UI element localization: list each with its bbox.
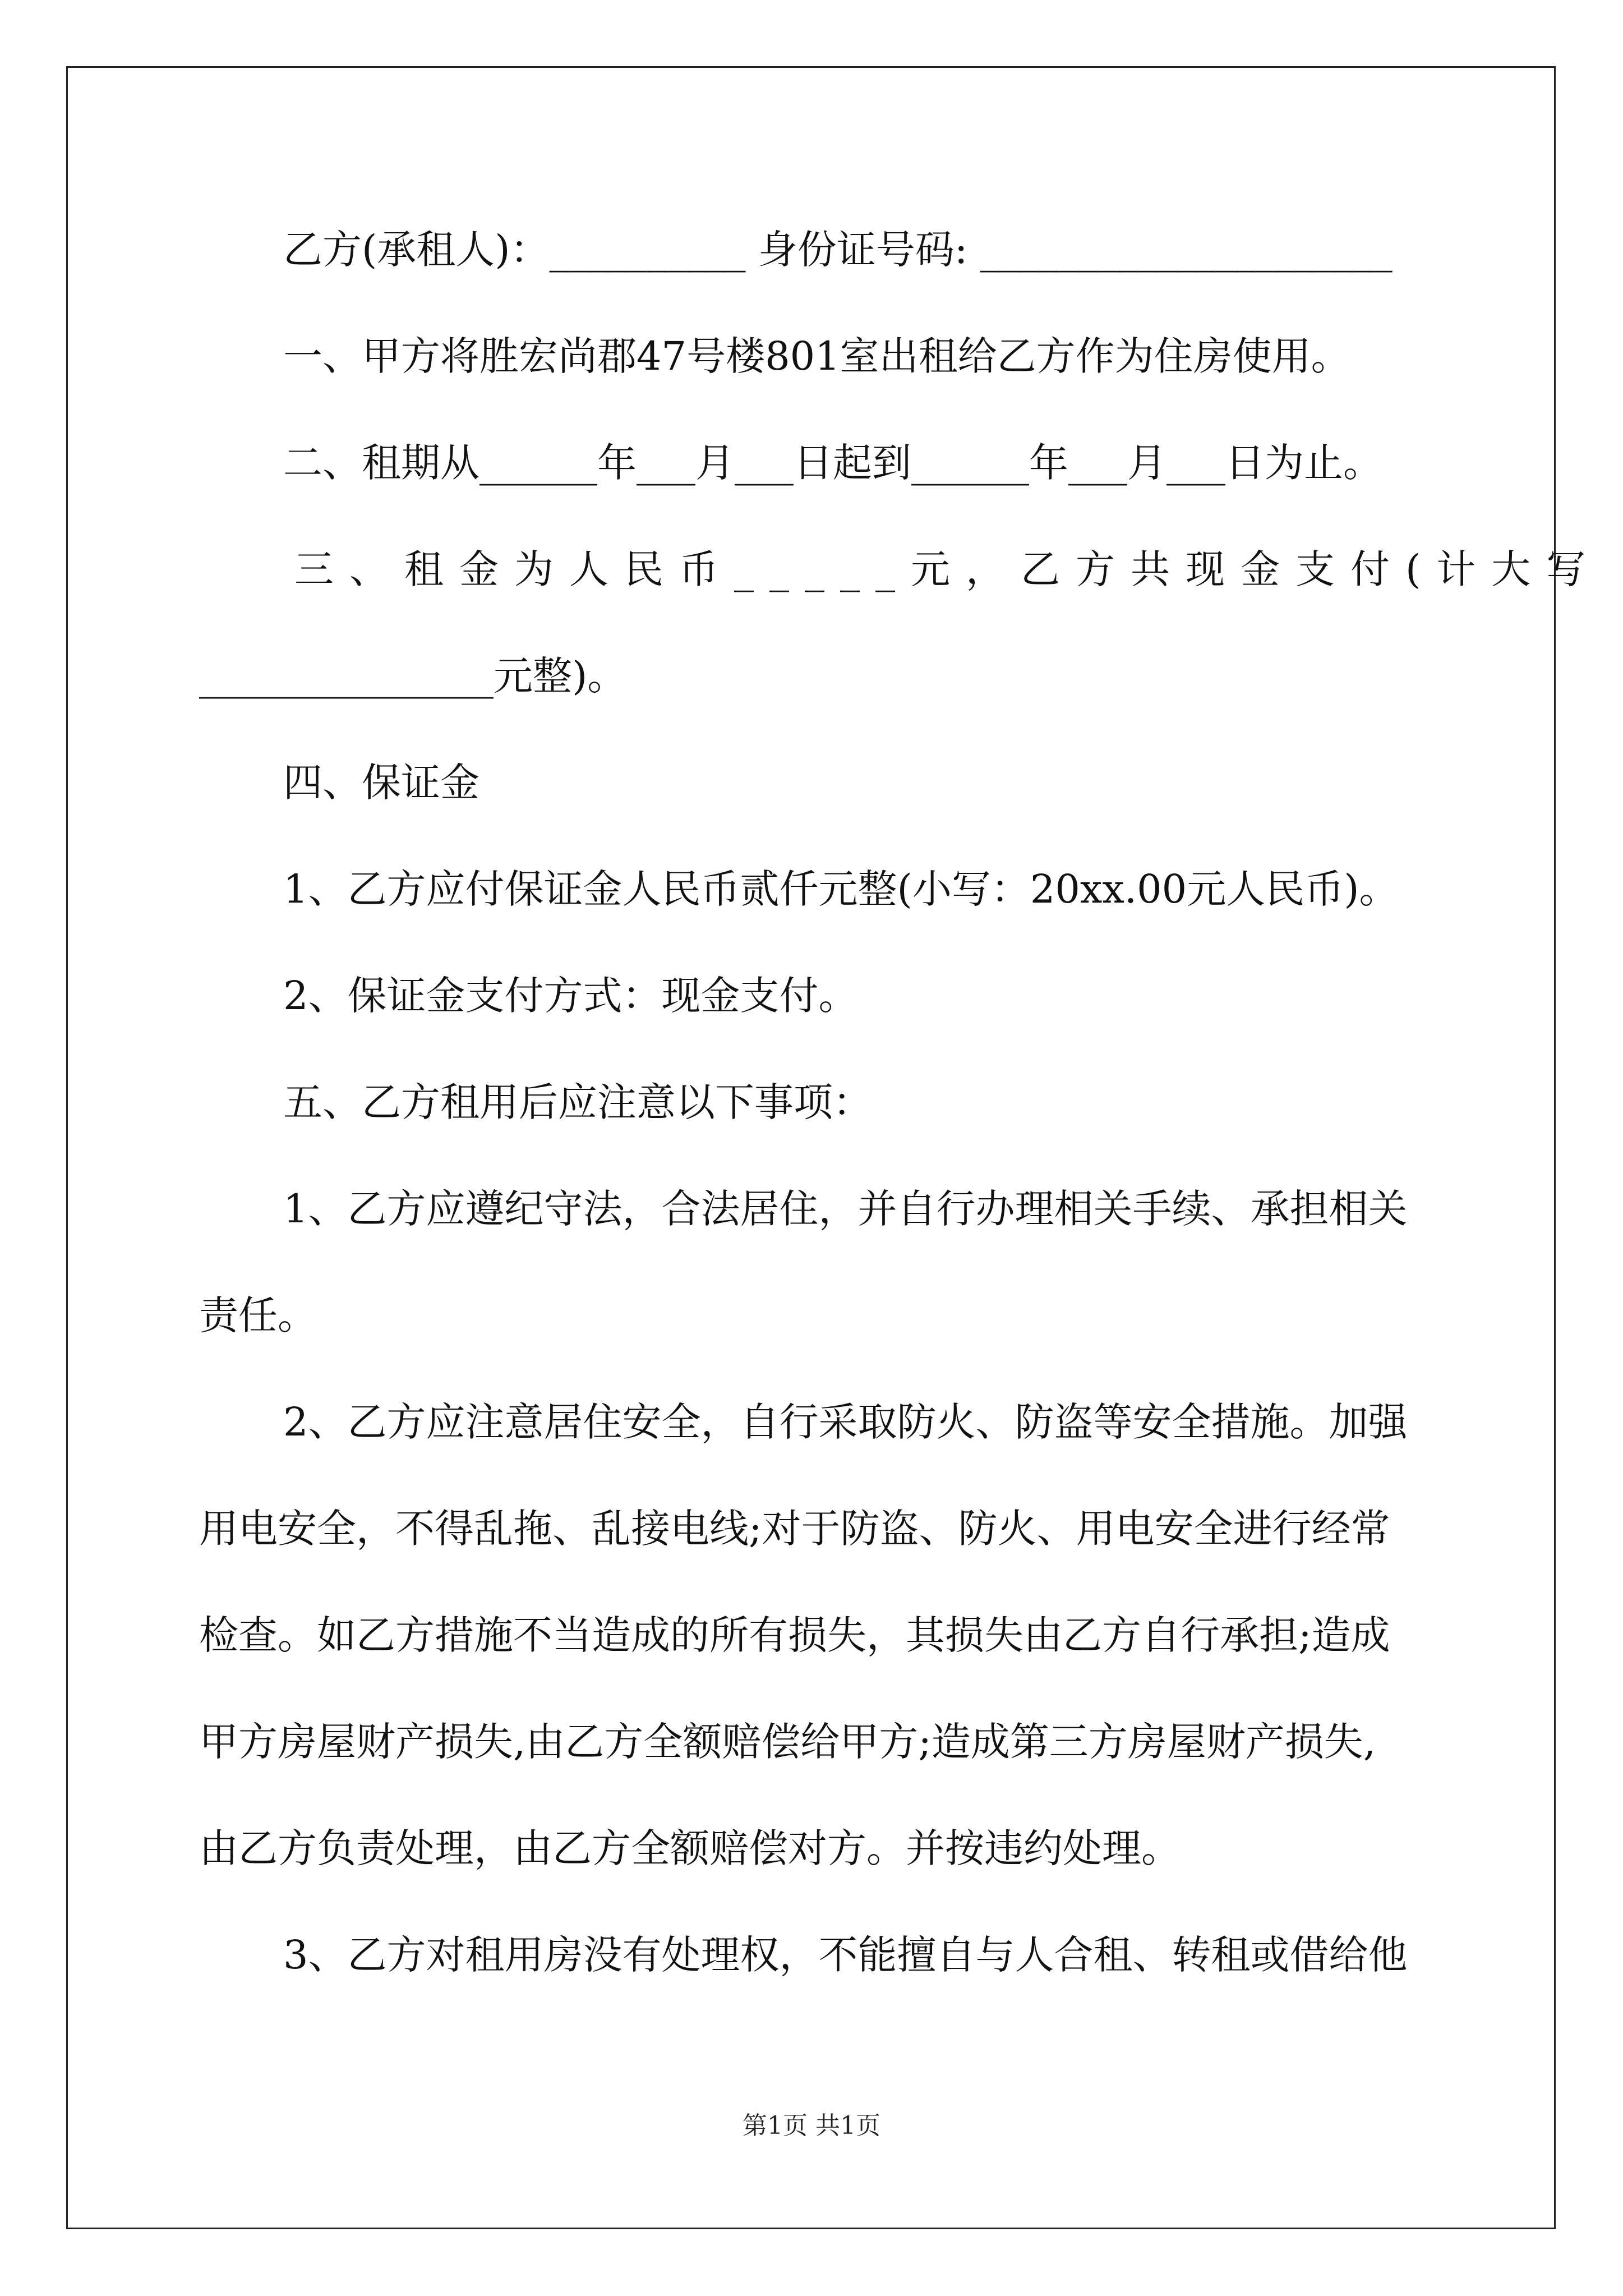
clause-5-item-1-continued: 责任。: [199, 1292, 317, 1338]
clause-2: 二、租期从______年___月___日起到______年___月___日为止。: [283, 440, 1382, 486]
clause-3: 三、租金为人民币_____元，乙方共现金支付(计大写: [294, 546, 1602, 592]
tenant-line: 乙方(承租人)：__________ 身份证号码: _____________________: [283, 227, 1393, 273]
clause-1: 一、甲方将胜宏尚郡47号楼801室出租给乙方作为住房使用。: [283, 333, 1350, 379]
clause-4-item-1: 1、乙方应付保证金人民币贰仟元整(小写：20xx.00元人民币)。: [283, 866, 1399, 912]
clause-5-heading: 五、乙方租用后应注意以下事项：: [283, 1079, 872, 1125]
clause-5-item-2-line-5: 由乙方负责处理，由乙方全额赔偿对方。并按违约处理。: [199, 1825, 1181, 1871]
clause-5-item-2-line-2: 用电安全，不得乱拖、乱接电线;对于防盗、防火、用电安全进行经常: [199, 1506, 1390, 1552]
clause-5-item-2: 2、乙方应注意居住安全，自行采取防火、防盗等安全措施。加强: [283, 1399, 1408, 1445]
clause-5-item-2-line-4: 甲方房屋财产损失,由乙方全额赔偿给甲方;造成第三方房屋财产损失,: [199, 1719, 1376, 1765]
clause-4-heading: 四、保证金: [283, 760, 479, 806]
clause-5-item-1: 1、乙方应遵纪守法，合法居住，并自行办理相关手续、承担相关: [283, 1186, 1408, 1232]
clause-5-item-2-line-3: 检查。如乙方措施不当造成的所有损失，其损失由乙方自行承担;造成: [199, 1612, 1390, 1658]
page-number: 第1页 共1页: [743, 2111, 880, 2140]
page-border: [66, 66, 1556, 2229]
clause-4-item-2: 2、保证金支付方式：现金支付。: [283, 973, 858, 1019]
clause-5-item-3: 3、乙方对租用房没有处理权，不能擅自与人合租、转租或借给他: [283, 1932, 1408, 1978]
clause-3-continued: _______________元整)。: [199, 653, 627, 699]
